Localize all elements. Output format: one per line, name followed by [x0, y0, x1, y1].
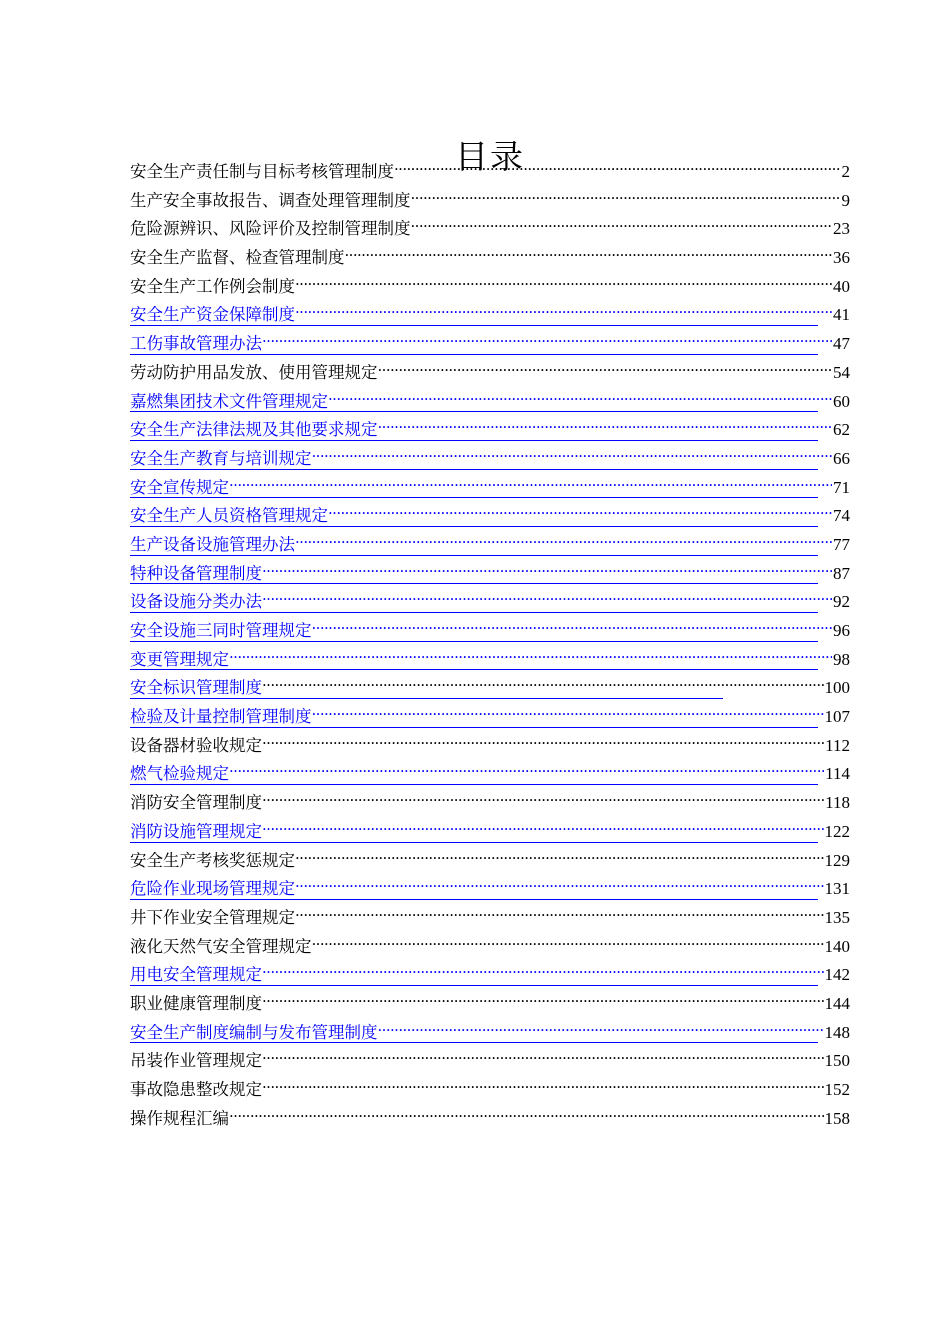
toc-leader-dots — [262, 327, 832, 356]
toc-entry-title[interactable]: 嘉燃集团技术文件管理规定 — [130, 391, 328, 411]
toc-leader-dots — [312, 442, 833, 471]
toc-leader-dots — [262, 958, 824, 987]
toc-entry-title[interactable]: 安全设施三同时管理规定 — [130, 621, 312, 640]
toc-leader-dots — [229, 471, 832, 500]
toc-entry[interactable] — [130, 330, 850, 359]
toc-entry-title[interactable]: 燃气检验规定 — [130, 764, 229, 784]
toc-leader-dots — [229, 643, 832, 672]
toc-entry-page-number: 40 — [833, 276, 850, 296]
toc-entry-title[interactable]: 危险作业现场管理规定 — [130, 879, 295, 899]
toc-entry-page-number: 77 — [833, 534, 850, 554]
toc-entry-title[interactable]: 安全生产资金保障制度 — [130, 305, 295, 325]
hyperlink-underline — [130, 612, 818, 613]
toc-entry — [130, 847, 850, 876]
toc-entry-page-number: 142 — [824, 965, 850, 985]
toc-entry-page-number: 9 — [841, 190, 850, 210]
toc-leader-dots — [411, 212, 833, 241]
toc-entry-page-number: 148 — [824, 1022, 850, 1042]
hyperlink-underline — [130, 669, 818, 670]
toc-entry-page-number: 60 — [833, 391, 850, 411]
toc-entry — [130, 244, 850, 273]
toc-entry-title[interactable]: 安全生产人员资格管理规定 — [130, 506, 328, 526]
toc-entry-title: 事故隐患整改规定 — [130, 1080, 262, 1099]
hyperlink-underline — [130, 469, 818, 470]
toc-entry[interactable] — [130, 502, 850, 531]
toc-entry-page-number: 122 — [824, 821, 850, 841]
toc-entry — [130, 273, 850, 302]
hyperlink-underline — [130, 899, 818, 900]
toc-leader-dots — [411, 184, 841, 213]
toc-leader-dots — [262, 786, 824, 815]
hyperlink-underline — [130, 526, 818, 527]
toc-entry-title[interactable]: 消防设施管理规定 — [130, 821, 262, 841]
toc-entry-page-number: 23 — [833, 219, 850, 239]
toc-leader-dots — [295, 298, 832, 327]
toc-entry-title[interactable]: 特种设备管理制度 — [130, 563, 262, 583]
toc-entry — [130, 1076, 850, 1105]
toc-leader-dots — [312, 700, 824, 729]
toc-entry[interactable] — [130, 674, 850, 703]
toc-entry-page-number: 100 — [824, 678, 850, 698]
toc-entry-page-number: 144 — [824, 993, 850, 1013]
toc-entry-title[interactable]: 用电安全管理规定 — [130, 965, 262, 985]
toc-entry[interactable] — [130, 301, 850, 330]
toc-entry-title[interactable]: 检验及计量控制管理制度 — [130, 707, 312, 727]
hyperlink-underline — [130, 411, 818, 412]
toc-leader-dots — [295, 528, 832, 557]
toc-entry[interactable] — [130, 646, 850, 675]
toc-entry-title: 危险源辨识、风险评价及控制管理制度 — [130, 219, 411, 239]
toc-entry[interactable] — [130, 703, 850, 732]
toc-leader-dots — [262, 557, 832, 586]
toc-entry-title[interactable]: 生产设备设施管理办法 — [130, 534, 295, 554]
toc-leader-dots — [262, 1073, 824, 1102]
toc-entry-title: 井下作业安全管理规定 — [130, 907, 295, 927]
toc-entry-title: 劳动防护用品发放、使用管理规定 — [130, 362, 378, 382]
toc-entry-title: 生产安全事故报告、调查处理管理制度 — [130, 190, 411, 210]
toc-leader-dots — [394, 155, 841, 184]
toc-entry-title: 安全生产考核奖惩规定 — [130, 850, 295, 870]
toc-entry-page-number: 98 — [833, 649, 850, 669]
toc-entry-page-number: 135 — [824, 907, 850, 927]
toc-entry-page-number: 71 — [833, 477, 850, 497]
toc-entry-page-number: 66 — [833, 448, 850, 468]
toc-entry[interactable] — [130, 588, 850, 617]
hyperlink-underline — [130, 325, 818, 326]
toc-leader-dots — [328, 499, 832, 528]
toc-entry — [130, 789, 850, 818]
toc-entry-title[interactable]: 变更管理规定 — [130, 649, 229, 669]
toc-leader-dots — [295, 901, 824, 930]
toc-entry — [130, 215, 850, 244]
toc-entry — [130, 990, 850, 1019]
hyperlink-underline — [130, 842, 818, 843]
hyperlink-underline — [130, 698, 723, 699]
toc-entry-page-number: 158 — [824, 1108, 850, 1128]
toc-entry[interactable] — [130, 875, 850, 904]
hyperlink-underline — [130, 354, 818, 355]
toc-entry-page-number: 114 — [825, 764, 850, 784]
page-title: 目录 — [455, 137, 525, 177]
toc-entry — [130, 187, 850, 216]
toc-entry-title[interactable]: 安全生产法律法规及其他要求规定 — [130, 420, 378, 440]
toc-entry-page-number: 112 — [825, 735, 850, 755]
toc-leader-dots — [312, 614, 833, 643]
toc-entry-page-number: 129 — [824, 850, 850, 870]
toc-entry-title: 操作规程汇编 — [130, 1108, 229, 1128]
toc-leader-dots — [262, 671, 824, 700]
toc-leader-dots — [229, 757, 824, 786]
toc-entry[interactable] — [130, 1019, 850, 1048]
toc-entry-title: 安全生产工作例会制度 — [130, 276, 295, 296]
toc-entry-page-number: 87 — [833, 563, 850, 583]
hyperlink-underline — [130, 727, 818, 728]
toc-entry-title: 安全生产监督、检查管理制度 — [130, 248, 345, 268]
toc-entry[interactable] — [130, 617, 850, 646]
toc-entry-title[interactable]: 设备设施分类办法 — [130, 592, 262, 612]
toc-entry-page-number: 152 — [824, 1080, 850, 1099]
toc-entry-page-number: 62 — [833, 420, 850, 440]
toc-entry — [130, 904, 850, 933]
toc-leader-dots — [378, 356, 833, 385]
toc-entry — [130, 732, 850, 761]
toc-entry-page-number: 131 — [824, 879, 850, 899]
toc-entry-title[interactable]: 安全生产制度编制与发布管理制度 — [130, 1022, 378, 1042]
toc-entry-title[interactable]: 安全宣传规定 — [130, 477, 229, 497]
toc-entry-page-number: 74 — [833, 506, 850, 526]
toc-entry-title: 液化天然气安全管理规定 — [130, 936, 312, 956]
toc-entry-page-number: 92 — [833, 592, 850, 612]
toc-entry — [130, 1047, 850, 1076]
toc-leader-dots — [262, 729, 824, 758]
toc-entry-page-number: 96 — [833, 621, 850, 640]
toc-leader-dots — [378, 1016, 824, 1045]
toc-entry-title: 消防安全管理制度 — [130, 793, 262, 813]
toc-leader-dots — [262, 815, 824, 844]
toc-leader-dots — [328, 385, 832, 414]
toc-entry-page-number: 107 — [824, 707, 850, 727]
toc-leader-dots — [312, 930, 824, 959]
toc-entry-page-number: 54 — [833, 362, 850, 382]
toc-entry[interactable] — [130, 818, 850, 847]
hyperlink-underline — [130, 555, 818, 556]
toc-entry[interactable] — [130, 961, 850, 990]
toc-entry-title[interactable]: 工伤事故管理办法 — [130, 334, 262, 354]
toc-entry-title[interactable]: 安全生产教育与培训规定 — [130, 448, 312, 468]
toc-entry[interactable] — [130, 445, 850, 474]
toc-entry — [130, 359, 850, 388]
toc-entry-title: 安全生产责任制与目标考核管理制度 — [130, 162, 394, 181]
toc-leader-dots — [295, 872, 824, 901]
toc-entry-page-number: 150 — [824, 1051, 850, 1071]
hyperlink-underline — [130, 583, 818, 584]
toc-leader-dots — [378, 413, 833, 442]
hyperlink-underline — [130, 784, 818, 785]
toc-entry-page-number: 36 — [833, 248, 850, 268]
toc-entry-title: 职业健康管理制度 — [130, 993, 262, 1013]
toc-entry — [130, 158, 850, 187]
toc-entry-page-number: 2 — [841, 162, 850, 181]
toc-entry[interactable] — [130, 388, 850, 417]
toc-entry[interactable] — [130, 531, 850, 560]
toc-leader-dots — [295, 844, 824, 873]
toc-entry-title: 设备器材验收规定 — [130, 735, 262, 755]
toc-entry-page-number: 140 — [824, 936, 850, 956]
toc-leader-dots — [295, 270, 832, 299]
toc-leader-dots — [262, 987, 824, 1016]
toc-entry — [130, 1105, 850, 1134]
toc-entry[interactable] — [130, 560, 850, 589]
toc-entry[interactable] — [130, 416, 850, 445]
toc-entry[interactable] — [130, 760, 850, 789]
toc-entry-page-number: 118 — [825, 793, 850, 813]
toc-leader-dots — [345, 241, 833, 270]
hyperlink-underline — [130, 440, 818, 441]
hyperlink-underline — [130, 985, 818, 986]
toc-leader-dots — [229, 1102, 824, 1131]
toc-leader-dots — [262, 585, 832, 614]
hyperlink-underline — [130, 497, 818, 498]
toc-entry-title[interactable]: 安全标识管理制度 — [130, 678, 262, 698]
table-of-contents — [130, 158, 850, 1133]
toc-entry[interactable] — [130, 474, 850, 503]
toc-leader-dots — [262, 1044, 824, 1073]
toc-entry-page-number: 41 — [833, 305, 850, 325]
toc-entry-page-number: 47 — [833, 334, 850, 354]
toc-entry — [130, 933, 850, 962]
hyperlink-underline — [130, 641, 818, 642]
hyperlink-underline — [130, 1042, 818, 1043]
toc-entry-title: 吊装作业管理规定 — [130, 1051, 262, 1071]
